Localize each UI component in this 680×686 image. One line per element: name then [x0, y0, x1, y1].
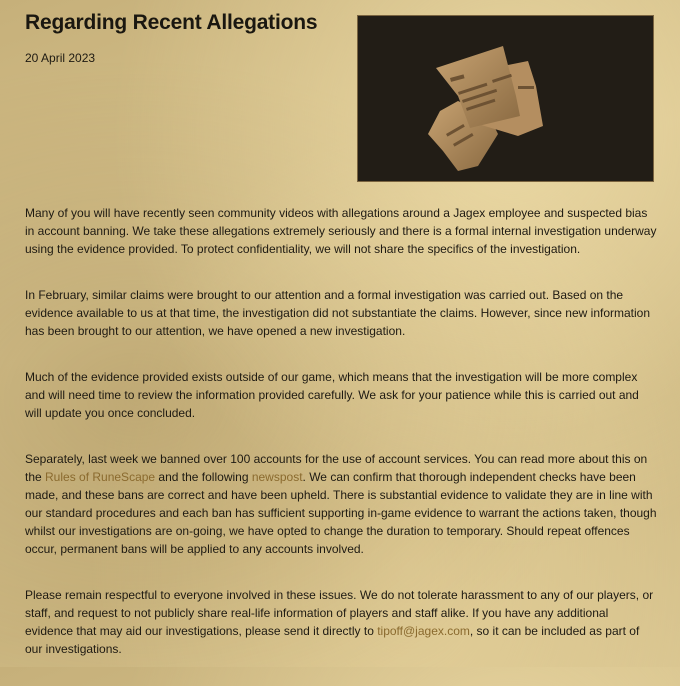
page-title: Regarding Recent Allegations	[25, 11, 318, 34]
publish-date: 20 April 2023	[25, 51, 96, 65]
paragraph: Much of the evidence provided exists outside of our game, which means that the investigation will be more complex and will need time to review the information provided carefully. We ask for your patience while this is carried out and will update you once concluded.	[25, 370, 639, 420]
scroll-letters-icon	[358, 16, 654, 182]
paragraph	[25, 586, 658, 658]
paragraph: In February, similar claims were brought to our attention and a formal investigation was carried out. Based on the evidence available to us at that time, the investigation did not substantiate the claims. However, since new information has been brought to our attention, we have opened a new investigation.	[25, 288, 651, 338]
text: and the following	[155, 470, 252, 484]
text: , so it can be included as part of our investigations.	[25, 624, 640, 656]
rules-of-runescape-link[interactable]: Rules of RuneScape	[45, 470, 156, 484]
tipoff-email-link[interactable]: tipoff@jagex.com	[377, 624, 470, 638]
paragraph	[25, 450, 658, 558]
article-body	[25, 204, 658, 686]
text: Please remain respectful to everyone involved in these issues. We do not tolerate harassment to any of our players, or staff, and request to not publicly share real-life information of players and staff alike. If you have any additional evidence that may aid our investigations, please send it directly to	[25, 588, 654, 638]
newspost-link[interactable]: newspost	[251, 470, 303, 484]
text: . We can confirm that thorough independent checks have been made, and these bans are correct and have been upheld. There is substantial evidence to validate they are in line with our standard procedures and each ban has sufficient supporting in-game evidence to warrant the actions taken, though whilst our investigations are on-going, we have opted to change the duration to temporary. Should repeat offences occur, permanent bans will be applied to any accounts involved.	[25, 470, 657, 556]
text: Separately, last week we banned over 100 accounts for the use of account services. You can read more about this on the	[25, 452, 648, 484]
article-hero-image	[357, 15, 654, 182]
paragraph: Many of you will have recently seen community videos with allegations around a Jagex employee and suspected bias in account banning. We take these allegations extremely seriously and there is a formal internal investigation underway using the evidence provided. To protect confidentiality, we will not share the specifics of the investigation.	[25, 206, 657, 256]
